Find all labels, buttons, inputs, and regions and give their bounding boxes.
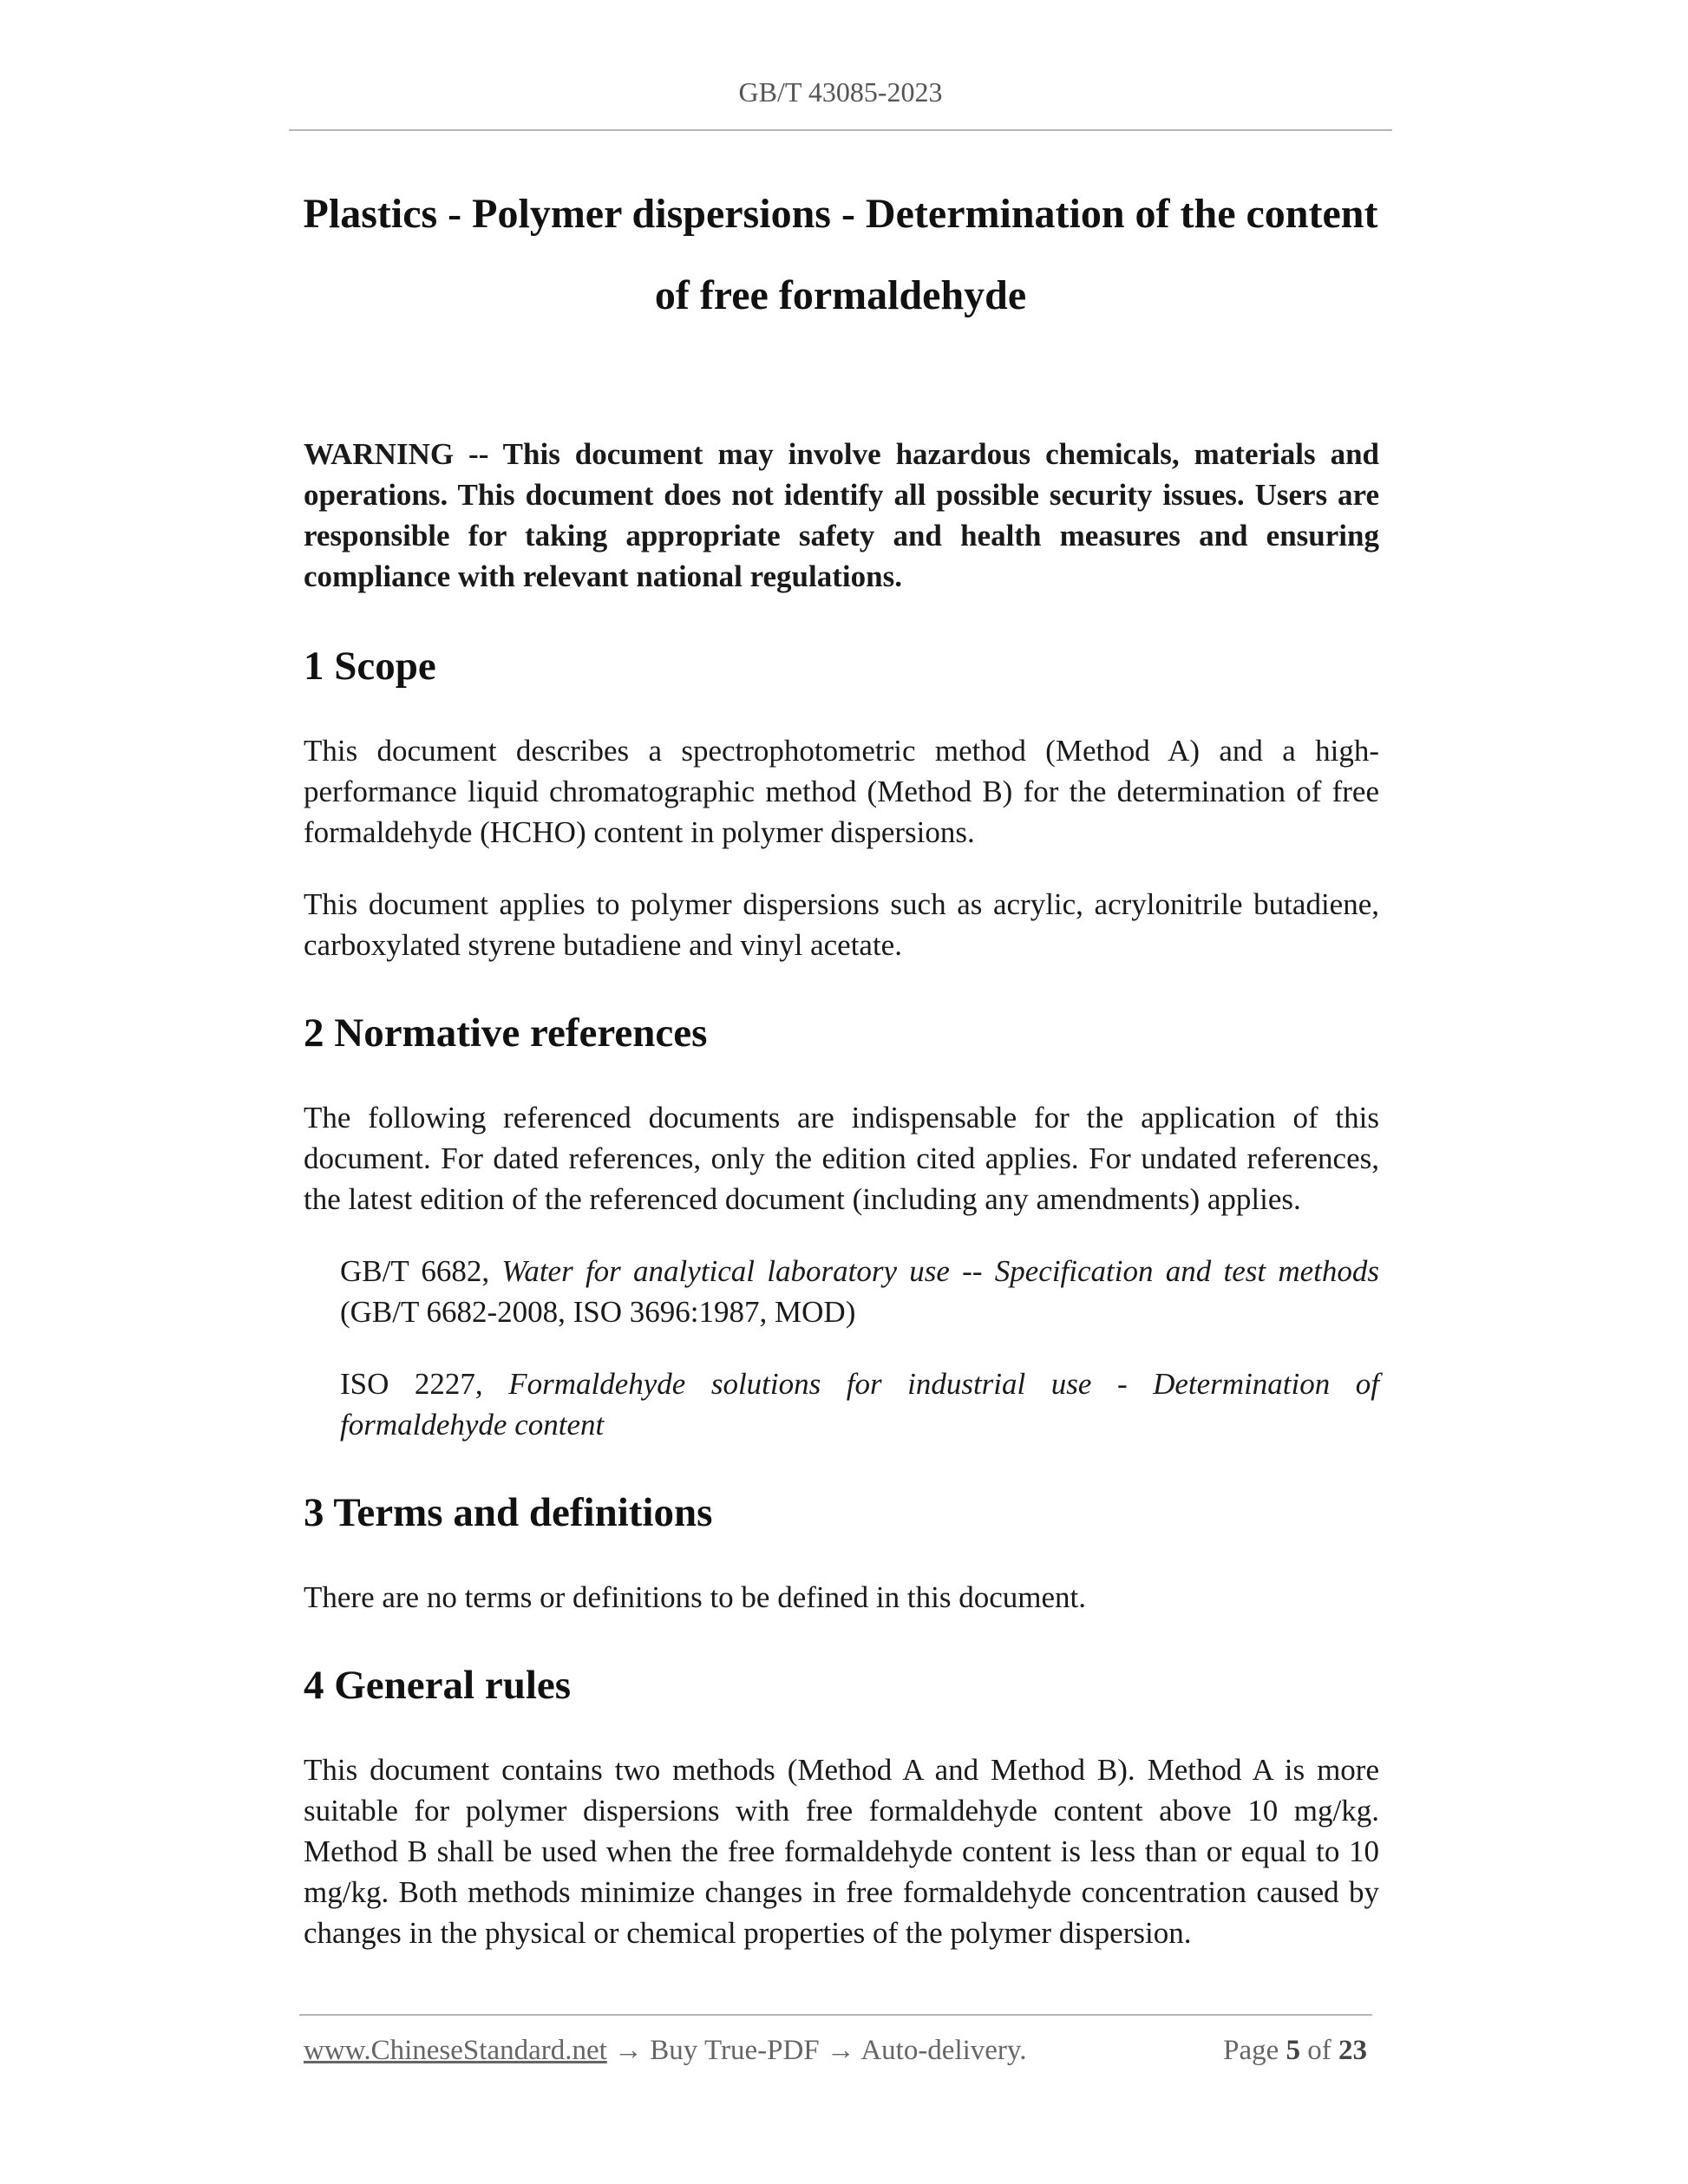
page-label: Page (1223, 2035, 1279, 2066)
footer-buy-text: Buy True-PDF (650, 2035, 820, 2066)
ref2-title: Formaldehyde solutions for industrial use - Determination of formaldehyde content (340, 1367, 1379, 1442)
footer-store-line (304, 2035, 1027, 2067)
terms-paragraph-1: There are no terms or definitions to be defined in this document. (304, 1580, 1086, 1614)
heading-terms-definitions: 3 Terms and definitions (304, 1490, 713, 1535)
heading-general-rules: 4 General rules (304, 1663, 572, 1708)
footer-divider (299, 2014, 1372, 2016)
document-title (289, 173, 1392, 337)
header-standard-number: GB/T 43085-2023 (738, 76, 943, 108)
scope-paragraph-1: This document describes a spectrophotometric method (Method A) and a high-performance liquid chromatographic method (Method B) for the determination of free formaldehyde (HCHO) content in polymer dispersions. (304, 734, 1379, 849)
footer-site-link[interactable]: www.ChineseStandard.net (304, 2035, 607, 2066)
ref2-code: ISO 2227, (340, 1367, 483, 1401)
footer-delivery-text: Auto-delivery. (860, 2035, 1027, 2066)
title-line-2: of free formaldehyde (654, 272, 1027, 318)
warning-paragraph: WARNING -- This document may involve hazardous chemicals, materials and operations. This document does not identify all possible security issues. Users are responsible for taking appropriate safety and health measures and ensuring compliance with relevant national regulations. (304, 437, 1379, 593)
header-divider (289, 129, 1392, 131)
arrow-right-icon: → (826, 2035, 855, 2066)
ref1-title: Water for analytical laboratory use -- Specification and test methods (501, 1254, 1380, 1288)
ref1-code: GB/T 6682, (340, 1254, 490, 1288)
heading-normative-references: 2 Normative references (304, 1010, 708, 1056)
reference-iso-2227 (304, 1363, 1379, 1445)
heading-scope: 1 Scope (304, 644, 436, 689)
ref1-note: (GB/T 6682-2008, ISO 3696:1987, MOD) (340, 1295, 856, 1329)
footer-page-number (1223, 2035, 1367, 2067)
normative-paragraph-1: The following referenced documents are indispensable for the application of this document. For dated references, only the edition cited applies. For undated references, the latest edition of the referenced document (including any amendments) applies. (304, 1101, 1379, 1216)
page-current: 5 (1286, 2035, 1300, 2066)
arrow-right-icon: → (614, 2035, 644, 2066)
document-body (304, 434, 1379, 1953)
reference-gbt-6682 (304, 1251, 1379, 1332)
general-paragraph-1: This document contains two methods (Method A and Method B). Method A is more suitable for polymer dispersions with free formaldehyde content above 10 mg/kg. Method B shall be used when the free formaldehyde content is less than or equal to 10 mg/kg. Both methods minimize changes in free formaldehyde concentration caused by changes in the physical or chemical properties of the polymer dispersion. (304, 1753, 1379, 1950)
page-of-label: of (1307, 2035, 1331, 2066)
page-total: 23 (1338, 2035, 1367, 2066)
scope-paragraph-2: This document applies to polymer dispersions such as acrylic, acrylonitrile butadiene, carboxylated styrene butadiene and vinyl acetate. (304, 887, 1379, 962)
title-line-1: Plastics - Polymer dispersions - Determination of the content (303, 191, 1378, 237)
